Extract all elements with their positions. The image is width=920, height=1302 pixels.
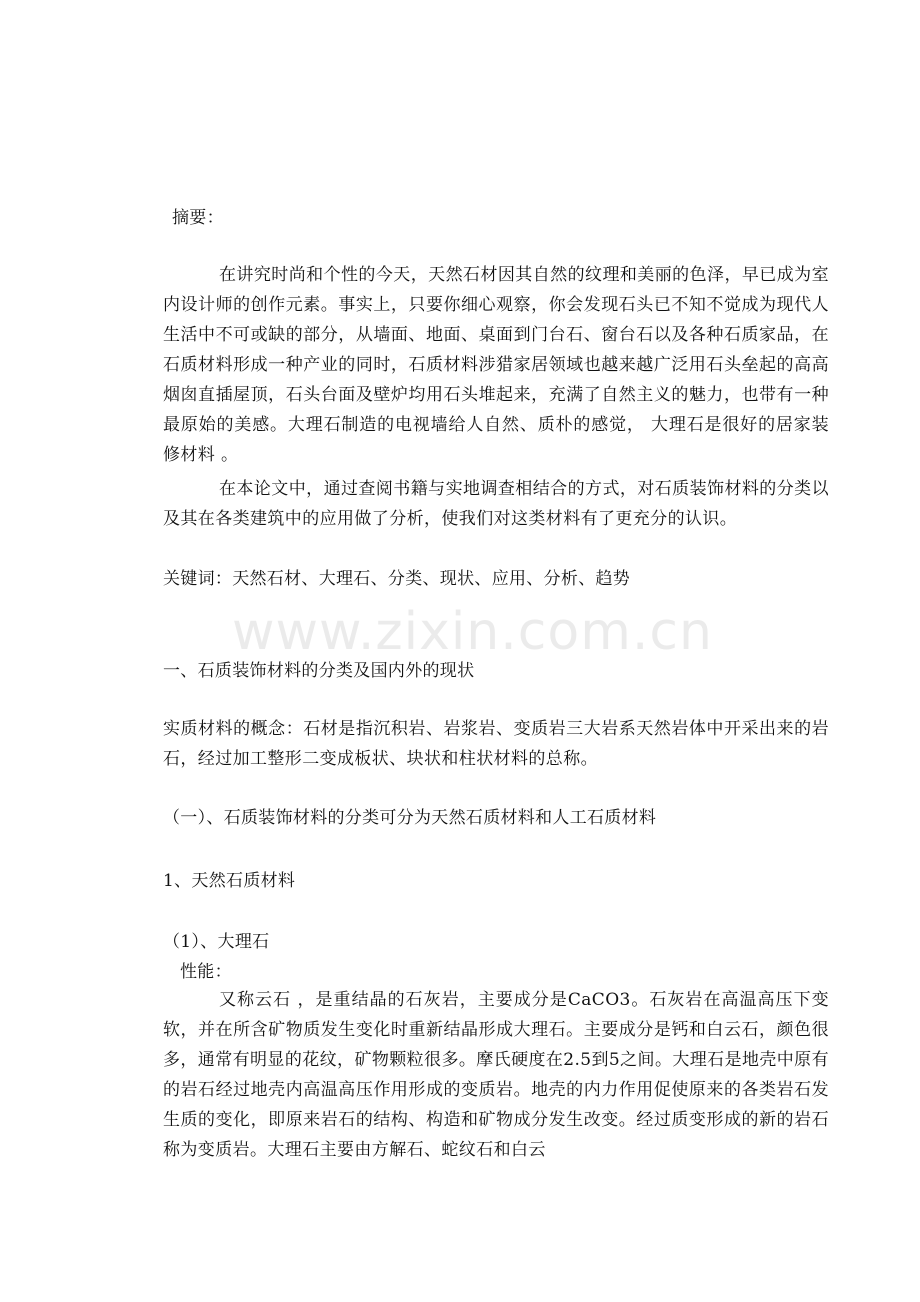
abstract-heading: 摘要： [172, 208, 224, 228]
marble-paragraph: 又称云石 ，是重结晶的石灰岩，主要成分是CaCO3。石灰岩在高温高压下变软，并在所含矿物质发生变化时重新结晶形成大理石。主要成分是钙和白云石，颜色很多，通常有明显的花纹，矿物颗粒很多。摩氏硬度在2.5到5之间。大理石是地壳中原有的岩石经过地壳内高温高压作用形成的变质岩。地壳的内力作用促使原来的各类岩石发生质的变化，即原来岩石的结构、构造和矿物成分发生改变。经过质变形成的新的岩石称为变质岩。大理石主要由方解石、蛇纹石和白云 [163, 990, 829, 1160]
abstract-paragraph-2: 在本论文中，通过查阅书籍与实地调查相结合的方式，对石质装饰材料的分类以及其在各类建筑中的应用做了分析，使我们对这类材料有了更充分的认识。 [163, 479, 829, 529]
performance-label: 性能： [180, 962, 232, 982]
watermark: www.zixin.com.cn [232, 602, 713, 662]
subsection-1-heading: （一）、石质装饰材料的分类可分为天然石质材料和人工石质材料 [163, 808, 657, 828]
keywords: 关键词：天然石材、大理石、分类、现状、应用、分析、趋势 [163, 569, 631, 589]
concept-paragraph: 实质材料的概念：石材是指沉积岩、岩浆岩、变质岩三大岩系天然岩体中开采出来的岩石，经过加工整形二变成板状、块状和柱状材料的总称。 [163, 719, 829, 769]
abstract-paragraph-1: 在讲究时尚和个性的今天，天然石材因其自然的纹理和美丽的色泽，早已成为室内设计师的创作元素。事实上，只要你细心观察，你会发现石头已不知不觉成为现代人生活中不可或缺的部分，从墙面、地面、桌面到门台石、窗台石以及各种石质家品，在石质材料形成一种产业的同时，石质材料涉猎家居领域也越来越广泛用石头垒起的高高烟囱直插屋顶，石头台面及壁炉均用石头堆起来，充满了自然主义的魅力，也带有一种最原始的美感。大理石制造的电视墙给人自然、质朴的感觉， 大理石是很好的居家装修材料 。 [163, 265, 829, 465]
section-1-heading: 一、石质装饰材料的分类及国内外的现状 [163, 661, 475, 681]
subsection-1-1-1-heading: （1）、大理石 [163, 932, 270, 952]
subsection-1-1-heading: 1、天然石质材料 [163, 871, 296, 891]
